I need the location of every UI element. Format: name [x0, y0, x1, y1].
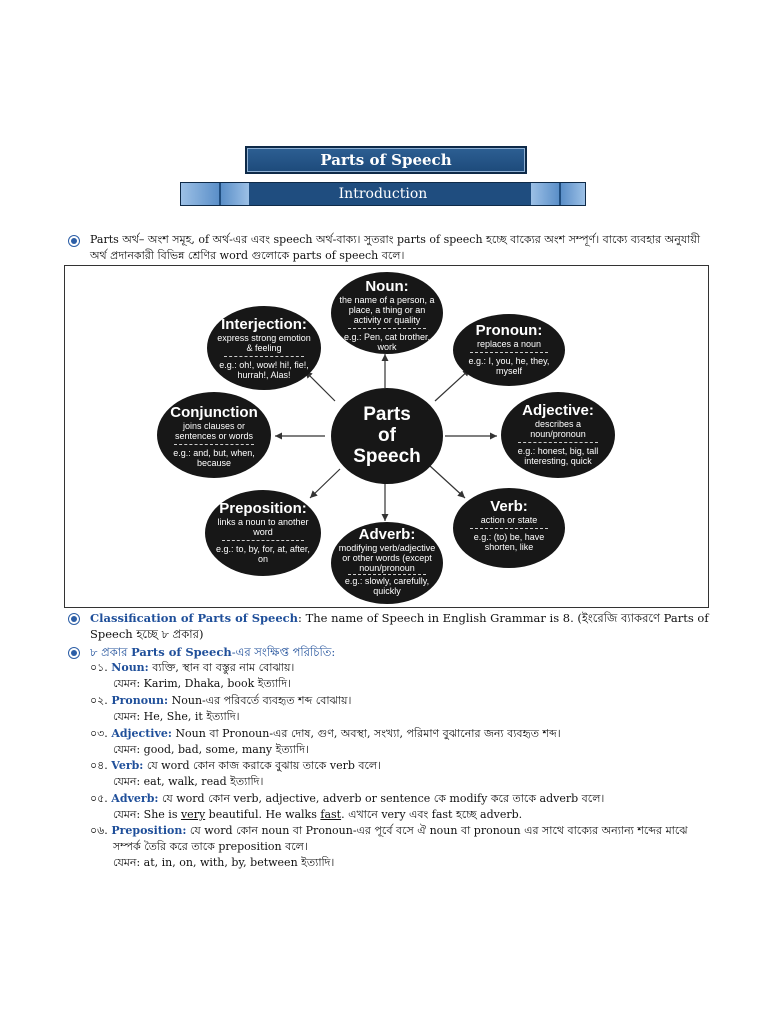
- node-verb: [453, 488, 565, 568]
- item-definition: Noun বা Pronoun-এর দোষ, গুণ, অবস্থা, সংখ্যা, পরিমাণ বুঝানোর জন্য ব্যবহৃত শব্দ।: [171, 727, 561, 740]
- item-number: ০৫.: [90, 792, 108, 805]
- node-pronoun: [453, 314, 565, 386]
- node-noun-example: e.g.: Pen, cat brother, work: [343, 332, 431, 352]
- node-conjunction-title: Conjunction: [170, 404, 258, 421]
- divider: [348, 328, 426, 329]
- item-number: ০৬.: [90, 824, 108, 837]
- node-adverb-desc: modifying verb/adjective or other words (except noun/pronoun: [338, 543, 436, 573]
- bullet-icon: [68, 235, 80, 247]
- section-title: Introduction: [338, 186, 428, 202]
- example-text: beautiful. He walks: [205, 808, 321, 821]
- example-underlined: fast: [320, 808, 342, 821]
- classification-line-2: Speech হচ্ছে ৮ প্রকার): [90, 627, 204, 641]
- divider: [174, 444, 254, 445]
- node-preposition: [205, 490, 321, 576]
- classification-text: : The name of Speech in English Grammar is 8. (ইংরেজি ব্যাকরণে Parts of: [298, 611, 709, 625]
- brief-prefix: ৮ প্রকার: [90, 645, 132, 659]
- node-adverb: [331, 522, 443, 604]
- item-term: Pronoun:: [111, 694, 169, 707]
- page-title: Parts of Speech: [245, 146, 527, 174]
- node-adverb-example: e.g.: slowly, carefully, quickly: [344, 576, 430, 596]
- item-term: Adverb:: [111, 792, 159, 805]
- list-item: [90, 823, 688, 838]
- divider: [348, 574, 426, 575]
- classification-line-1: [90, 610, 709, 626]
- list-item: [90, 726, 561, 741]
- divider: [224, 356, 304, 357]
- node-verb-example: e.g.: (to) be, have shorten, like: [473, 532, 545, 552]
- node-noun-title: Noun:: [365, 278, 409, 295]
- node-preposition-title: Preposition:: [219, 500, 307, 517]
- node-adverb-title: Adverb:: [358, 526, 416, 543]
- item-definition: ব্যক্তি, স্থান বা বস্তুর নাম বোঝায়।: [148, 661, 295, 674]
- example-text: যেমন: She is: [113, 808, 181, 821]
- divider: [470, 352, 548, 353]
- node-preposition-example: e.g.: to, by, for, at, after, on: [216, 544, 310, 564]
- node-conjunction: [157, 392, 271, 478]
- center-line-2: of: [378, 425, 396, 446]
- item-definition-continued: সম্পর্ক তৈরি করে তাকে preposition বলে।: [113, 840, 308, 853]
- item-definition: যে word কোন verb, adjective, adverb or sentence কে modify করে তাকে adverb বলে।: [158, 792, 605, 805]
- brief-label: Parts of Speech: [131, 645, 232, 659]
- item-term: Verb:: [111, 759, 144, 772]
- node-interjection-example: e.g.: oh!, wow! hi!, fie!, hurrah!, Alas!: [219, 360, 309, 380]
- node-adjective-example: e.g.: honest, big, tall interesting, quick: [517, 446, 599, 466]
- node-verb-title: Verb:: [490, 498, 528, 515]
- item-example: যেমন: He, She, it ইত্যাদি।: [113, 710, 240, 723]
- example-underlined: very: [180, 808, 206, 821]
- node-adjective-desc: describes a noun/pronoun: [530, 419, 586, 439]
- node-noun-desc: the name of a person, a place, a thing or an activity or quality: [339, 295, 435, 325]
- item-term: Adjective:: [111, 727, 172, 740]
- divider: [518, 442, 598, 443]
- item-example: [113, 807, 522, 822]
- parts-of-speech-diagram: [64, 265, 709, 608]
- item-definition: যে word কোন noun বা Pronoun-এর পূর্বে বসে ঐ noun বা pronoun এর সাথে বাক্যের অন্যান্য শব্দের মাঝে: [186, 824, 688, 837]
- item-number: ০১.: [90, 661, 108, 674]
- list-item: [90, 791, 604, 806]
- intro-line-2: অর্থ প্রদানকারী বিভিন্ন শ্রেণির word গুলোকে parts of speech বলে।: [90, 249, 405, 262]
- item-term: Noun:: [111, 661, 149, 674]
- node-interjection-title: Interjection:: [221, 316, 307, 333]
- arrow-to-verb: [430, 466, 465, 498]
- intro-line-1: Parts অর্থ– অংশ সমূহ, of অর্থ-এর এবং speech অর্থ-বাক্য। সুতরাং parts of speech হচ্ছে বাক্যের অংশ সম্পূর্ণ। বাক্যে ব্যবহার অনুযায়ী: [90, 233, 700, 246]
- node-interjection: [207, 306, 321, 390]
- item-example: যেমন: eat, walk, read ইত্যাদি।: [113, 775, 264, 788]
- item-term: Preposition:: [111, 824, 187, 837]
- brief-heading: [90, 644, 335, 660]
- node-verb-desc: action or state: [480, 515, 538, 525]
- list-item: [90, 758, 381, 773]
- bullet-icon: [68, 613, 80, 625]
- node-noun: [331, 272, 443, 354]
- node-pronoun-desc: replaces a noun: [476, 339, 542, 349]
- classification-label: Classification of Parts of Speech: [90, 611, 299, 625]
- node-conjunction-example: e.g.: and, but, when, because: [173, 448, 255, 468]
- item-example: যেমন: at, in, on, with, by, between ইত্যাদি।: [113, 856, 335, 869]
- item-number: ০৩.: [90, 727, 108, 740]
- center-line-1: Parts: [363, 404, 411, 425]
- brief-suffix: -এর সংক্ষিপ্ত পরিচিতি:: [231, 645, 336, 659]
- diagram-center-node: [331, 388, 443, 484]
- item-example: যেমন: good, bad, some, many ইত্যাদি।: [113, 743, 309, 756]
- item-example: যেমন: Karim, Dhaka, book ইত্যাদি।: [113, 677, 291, 690]
- item-definition: যে word কোন কাজ করাকে বুঝায় তাকে verb বলে।: [143, 759, 382, 772]
- divider: [470, 528, 548, 529]
- node-conjunction-desc: joins clauses or sentences or words: [174, 421, 254, 441]
- node-adjective: [501, 392, 615, 478]
- section-header-introduction: [180, 182, 586, 206]
- item-number: ০২.: [90, 694, 108, 707]
- node-pronoun-title: Pronoun:: [475, 322, 543, 339]
- node-interjection-desc: express strong emotion & feeling: [217, 333, 311, 353]
- list-item: [90, 660, 294, 675]
- example-text: . এখানে very এবং fast হচ্ছে adverb.: [341, 808, 523, 821]
- bullet-icon: [68, 647, 80, 659]
- list-item: [90, 693, 351, 708]
- item-number: ০৪.: [90, 759, 108, 772]
- node-adjective-title: Adjective:: [522, 402, 594, 419]
- center-line-3: Speech: [353, 446, 421, 467]
- divider: [222, 540, 303, 541]
- arrow-to-preposition: [310, 469, 340, 498]
- node-pronoun-example: e.g.: I, you, he, they, myself: [468, 356, 550, 376]
- item-definition: Noun-এর পরিবর্তে ব্যবহৃত শব্দ বোঝায়।: [168, 694, 352, 707]
- node-preposition-desc: links a noun to another word: [217, 517, 309, 537]
